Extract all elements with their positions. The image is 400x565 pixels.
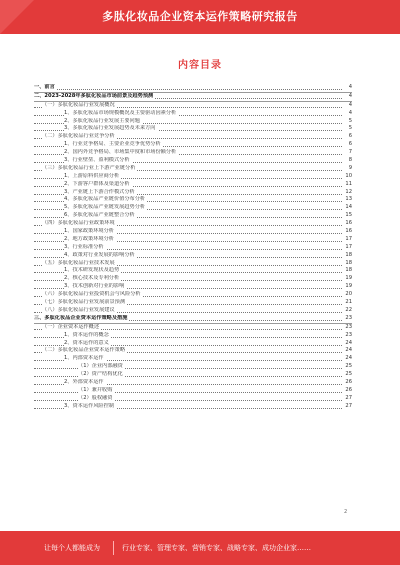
toc-entry-text: 1、技术研发现状及趋势 [64,267,120,274]
header-bar [0,0,400,34]
toc-entry-text: 3、多肽化妆品行业发展趋势及未来方向 [64,125,156,132]
toc-entry-text: （二）多肽化妆品企业资本运作策略 [42,347,126,354]
toc-entry[interactable] [34,244,352,252]
toc-entry-text: 2、外部资本运作 [64,378,104,385]
toc-entry-text: 1、行业竞争格局、主要企业竞争优势分析 [64,141,161,148]
toc-entry-page: 4 [342,102,352,110]
toc-entry-text: 2、资本运作的意义 [64,339,109,346]
toc-entry-page: 13 [342,196,352,204]
toc-entry-text: 1、国家政策环境分析 [64,228,114,235]
toc-entry-text: 3、资本运作风险控制 [64,402,114,409]
toc-entry[interactable] [34,133,352,141]
toc-entry-page: 11 [342,181,352,189]
toc-entry-text: （七）多肽化妆品行业发展前景预测 [42,299,126,306]
toc-entry-page: 20 [342,291,352,299]
toc-entry[interactable] [34,189,352,197]
toc-entry-text: 二、2023-2028年多肽化妆品市场前景及趋势预测 [34,92,154,99]
page-number: 2 [344,509,348,515]
toc-entry-text: （三）多肽化妆品行业上下游产业链分析 [42,164,136,171]
toc-entry-page: 18 [342,252,352,260]
toc-entry-page: 19 [342,275,352,283]
toc-entry-text: 1、上游原料供应商分析 [64,172,120,179]
toc-entry[interactable] [34,291,352,299]
toc-entry-text: 3、产业链上下游合作模式分析 [64,188,135,195]
toc-entry[interactable] [34,196,352,204]
toc-entry-page: 16 [342,220,352,228]
toc-entry[interactable] [34,355,352,363]
toc-entry[interactable] [34,173,352,181]
toc-entry-text: （一）企业资本运作概述 [42,323,100,330]
toc-entry[interactable] [34,379,352,387]
toc-entry[interactable] [34,118,352,126]
toc-entry-page: 26 [342,379,352,387]
toc-entry[interactable] [34,110,352,118]
toc-entry-text: （1）兼并收购 [78,386,113,393]
toc-entry-page: 4 [342,93,352,101]
toc-entry-text: 4、政策对行业发展的影响分析 [64,251,135,258]
toc-entry[interactable] [34,220,352,228]
toc-entry-text: 3、技术创新对行业的影响 [64,283,125,290]
toc-entry-text: （2）资产结构优化 [78,371,123,378]
toc-entry-page: 9 [342,165,352,173]
toc-leader-dots [34,89,342,90]
toc-entry[interactable] [34,260,352,268]
toc-entry-page: 25 [342,363,352,371]
footer-slogan-right: 行业专家、管理专家、营销专家、战略专家、成功企业家…… [122,544,311,552]
toc-entry[interactable] [34,204,352,212]
toc-entry-text: （二）多肽化妆品行业竞争分析 [42,133,115,140]
toc-entry[interactable] [34,332,352,340]
toc-entry[interactable] [34,340,352,348]
toc-entry-page: 12 [342,189,352,197]
toc-entry-page: 23 [342,315,352,323]
toc-entry-page: 7 [342,149,352,157]
table-of-contents [34,84,352,411]
toc-entry-page: 24 [342,355,352,363]
toc-entry-page: 8 [342,157,352,165]
toc-entry-page: 10 [342,173,352,181]
toc-entry[interactable] [34,403,352,411]
report-title: 多肽化妆品企业资本运作策略研究报告 [102,10,298,23]
toc-entry[interactable] [34,275,352,283]
document-page [0,34,400,531]
toc-entry[interactable] [34,363,352,371]
toc-entry[interactable] [34,141,352,149]
toc-entry-text: （四）多肽化妆品行业政策环境 [42,220,115,227]
toc-entry-text: （六）多肽化妆品行业投资机会与风险分析 [42,291,141,298]
toc-entry-page: 16 [342,228,352,236]
toc-entry-text: 4、多肽化妆品产业链价值分布分析 [64,196,146,203]
toc-entry[interactable] [34,307,352,315]
toc-entry-page: 15 [342,212,352,220]
toc-entry-page: 24 [342,340,352,348]
toc-entry-page: 4 [342,110,352,118]
toc-entry-text: 2、地方政策环境分析 [64,235,114,242]
toc-entry-page: 23 [342,332,352,340]
toc-entry-page: 5 [342,118,352,126]
toc-entry-page: 17 [342,244,352,252]
toc-entry-page: 4 [342,84,352,92]
toc-entry[interactable] [34,252,352,260]
toc-entry-text: 6、多肽化妆品产业链整合分析 [64,212,135,219]
toc-entry-text: 1、资本运作的概念 [64,331,109,338]
toc-entry-page: 21 [342,299,352,307]
toc-entry-text: （2）股权融资 [78,394,113,401]
toc-entry-page: 26 [342,387,352,395]
toc-entry[interactable] [34,371,352,379]
toc-entry[interactable] [34,157,352,165]
toc-entry-page: 14 [342,204,352,212]
toc-entry-text: 1、内部资本运作 [64,355,104,362]
toc-entry-text: （1）企业内部融资 [78,363,123,370]
toc-entry-text: （五）多肽化妆品行业技术发展 [42,259,115,266]
toc-entry[interactable] [34,149,352,157]
toc-entry[interactable] [34,283,352,291]
toc-entry[interactable] [34,212,352,220]
toc-entry-text: 2、核心技术及专利分析 [64,275,120,282]
toc-entry-page: 27 [342,395,352,403]
toc-entry-page: 18 [342,260,352,268]
toc-entry[interactable] [34,102,352,110]
toc-entry[interactable] [34,165,352,173]
toc-heading: 内容目录 [178,60,222,71]
toc-entry-text: 1、多肽化妆品市场规模概况及主要驱动因素分析 [64,109,177,116]
toc-entry-text: 2、国内外竞争格局、市场集中度和市场份额分析 [64,149,177,156]
toc-entry-page: 6 [342,133,352,141]
toc-entry[interactable] [34,228,352,236]
toc-entry[interactable] [34,324,352,332]
toc-entry[interactable] [34,395,352,403]
toc-entry[interactable] [34,315,352,324]
toc-entry-page: 25 [342,371,352,379]
footer-divider [113,541,114,555]
toc-entry[interactable] [34,125,352,133]
toc-entry-page: 23 [342,324,352,332]
toc-entry-text: （一）多肽化妆品行业发展概况 [42,101,115,108]
toc-entry-page: 5 [342,125,352,133]
toc-entry[interactable] [34,347,352,355]
footer-slogan-left: 让每个人都能成为 [44,544,100,552]
toc-entry-page: 22 [342,307,352,315]
toc-entry[interactable] [34,181,352,189]
toc-entry-text: 3、行业壁垒、盈利模式分析 [64,157,130,164]
toc-entry-text: 5、多肽化妆品产业链发展趋势分析 [64,204,146,211]
toc-entry[interactable] [34,299,352,307]
toc-entry-page: 6 [342,141,352,149]
toc-entry-page: 19 [342,283,352,291]
toc-entry-text: 一、前言 [34,84,55,90]
toc-entry-text: 3、行业标准分析 [64,243,104,250]
toc-entry-page: 18 [342,267,352,275]
toc-entry-text: 2、多肽化妆品行业发展主要问题 [64,117,140,124]
toc-entry-page: 27 [342,403,352,411]
toc-entry[interactable] [34,236,352,244]
footer-bar [0,531,400,565]
toc-entry-text: （八）多肽化妆品行业发展建议 [42,306,115,313]
toc-entry[interactable] [34,84,352,93]
toc-entry[interactable] [34,267,352,275]
toc-entry[interactable] [34,387,352,395]
toc-entry[interactable] [34,93,352,102]
toc-entry-text: 2、下游客户群体及渠道分析 [64,180,130,187]
toc-entry-text: 三、多肽化妆品企业资本运作策略及措施 [34,314,128,321]
toc-entry-page: 24 [342,347,352,355]
toc-entry-page: 17 [342,236,352,244]
